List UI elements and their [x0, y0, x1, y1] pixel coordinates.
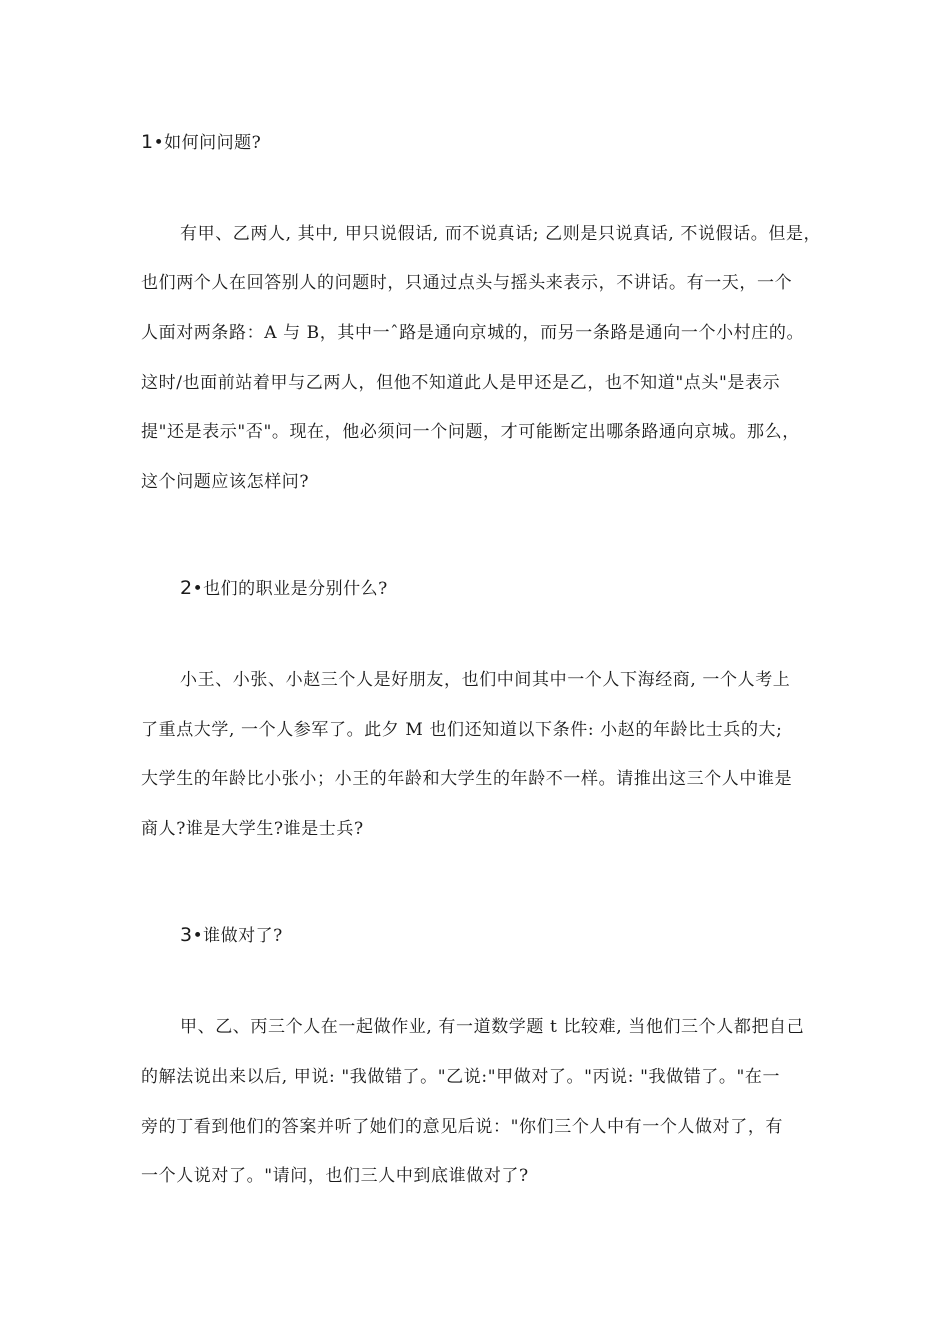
section-2-title: •也们的职业是分别什么?	[192, 579, 388, 599]
section-2-number: 2	[180, 577, 193, 599]
section-3-line-4: 一个人说对了。"请问，也们三人中到底谁做对了?	[141, 1166, 529, 1186]
section-3-title: •谁做对了?	[192, 926, 283, 946]
section-1-line-1: 有甲、乙两人, 其中, 甲只说假话, 而不说真话; 乙则是只说真话, 不说假话。但是，	[180, 224, 822, 244]
section-1-line-5: 提"还是表示"否"。现在，他必须问一个问题，才可能断定出哪条路通向京城。那么，	[141, 422, 800, 442]
section-1-line-3: 人面对两条路：A 与 B，其中一ˆ路是通向京城的，而另一条路是通向一个小村庄的。	[141, 323, 805, 343]
section-3-line-1: 甲、乙、丙三个人在一起做作业, 有一道数学题 t 比较难, 当他们三个人都把自己	[180, 1017, 805, 1037]
section-1-line-2: 也们两个人在回答别人的问题时，只通过点头与摇头来表示，不讲话。有一天，一个	[141, 273, 793, 293]
section-2-line-2: 了重点大学, 一个人参军了。此夕 M 也们还知道以下条件: 小赵的年龄比士兵的大;	[141, 720, 783, 740]
section-2-line-3: 大学生的年龄比小张小；小王的年龄和大学生的年龄不一样。请推出这三个人中谁是	[141, 769, 793, 789]
section-1-line-4: 这时/也面前站着甲与乙两人，但他不知道此人是甲还是乙，也不知道"点头"是表示	[141, 373, 781, 393]
section-1-title: •如何问问题?	[153, 133, 262, 153]
section-1-heading	[141, 132, 261, 153]
section-3-line-2: 的解法说出来以后, 甲说: "我做错了。"乙说:"甲做对了。"丙说: "我做错了。"在一	[141, 1067, 781, 1087]
section-2-line-4: 商人?谁是大学生?谁是士兵?	[141, 819, 364, 839]
section-3-number: 3	[180, 924, 193, 946]
section-3-line-3: 旁的丁看到他们的答案并听了她们的意见后说："你们三个人中有一个人做对了，有	[141, 1117, 784, 1137]
section-2-heading	[180, 578, 388, 599]
section-1-number: 1	[141, 131, 154, 153]
section-2-line-1: 小王、小张、小赵三个人是好朋友，也们中间其中一个人下海经商, 一个人考上	[180, 670, 791, 690]
section-1-line-6: 这个问题应该怎样问?	[141, 472, 310, 492]
section-3-heading	[180, 925, 283, 946]
